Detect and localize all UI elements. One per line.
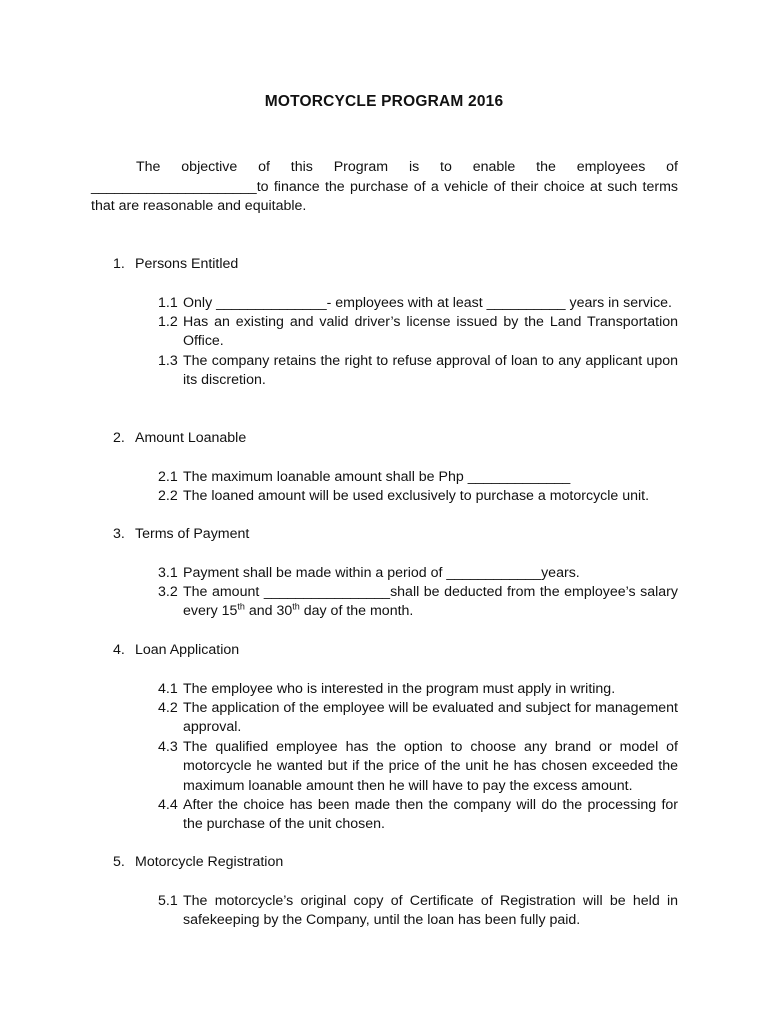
section-heading: Loan Application bbox=[135, 642, 240, 658]
section-items bbox=[113, 680, 678, 835]
section-heading: Amount Loanable bbox=[135, 430, 247, 446]
superscript-ordinal: th bbox=[237, 601, 245, 612]
item-number: 4.1 bbox=[158, 680, 178, 697]
list-item bbox=[113, 583, 678, 622]
item-text: The employee who is interested in the program must apply in writing. bbox=[183, 680, 616, 697]
list-item bbox=[113, 796, 678, 835]
intro-paragraph: The objective of this Program is to enable the employees of _____________________to finance the purchase of a vehicle of their choice at such terms that are reasonable and equitable. bbox=[91, 159, 678, 215]
item-text bbox=[183, 584, 678, 619]
list-item bbox=[113, 487, 678, 506]
section-items bbox=[113, 564, 678, 622]
section-heading: Motorcycle Registration bbox=[135, 854, 284, 870]
item-number: 4.4 bbox=[158, 797, 178, 814]
superscript-ordinal: th bbox=[292, 601, 300, 612]
item-number: 1.1 bbox=[158, 294, 178, 311]
section-number: 1. bbox=[113, 256, 125, 272]
list-item bbox=[113, 738, 678, 796]
section-persons-entitled bbox=[113, 255, 678, 391]
list-item bbox=[113, 564, 678, 583]
item-number: 4.3 bbox=[158, 738, 178, 755]
section-number: 4. bbox=[113, 642, 125, 658]
list-item bbox=[113, 468, 678, 487]
item-text: The motorcycle’s original copy of Certificate of Registration will be held in safekeeping by the Company, until the loan has been fully paid. bbox=[183, 892, 678, 928]
item-number: 5.1 bbox=[158, 892, 178, 909]
item-number: 2.1 bbox=[158, 468, 178, 485]
item-text: The company retains the right to refuse approval of loan to any applicant upon its discretion. bbox=[183, 352, 678, 389]
section-number: 2. bbox=[113, 430, 125, 446]
item-text: The application of the employee will be evaluated and subject for management approval. bbox=[183, 700, 678, 736]
item-number: 1.3 bbox=[158, 352, 178, 369]
section-motorcycle-registration bbox=[113, 853, 678, 930]
item-text: The maximum loanable amount shall be Php _____________ bbox=[183, 468, 571, 485]
list-item bbox=[113, 680, 678, 699]
section-loan-application bbox=[113, 641, 678, 835]
item-number: 1.2 bbox=[158, 314, 178, 330]
item-text: The loaned amount will be used exclusively to purchase a motorcycle unit. bbox=[183, 488, 650, 504]
item-text: Only ______________- employees with at least __________ years in service. bbox=[183, 294, 672, 311]
list-item bbox=[113, 294, 678, 313]
item-text-part: The amount ________________shall be deducted from the employee’s salary every 15 bbox=[183, 584, 678, 620]
document-title: MOTORCYCLE PROGRAM 2016 bbox=[264, 93, 504, 110]
item-text-part: day of the month. bbox=[299, 603, 414, 620]
item-text: Has an existing and valid driver’s license issued by the Land Transportation Office. bbox=[183, 314, 678, 350]
section-items bbox=[113, 294, 678, 391]
list-item bbox=[113, 699, 678, 738]
item-number: 3.1 bbox=[158, 564, 178, 581]
section-amount-loanable bbox=[113, 429, 678, 506]
item-text: Payment shall be made within a period of ____________years. bbox=[183, 564, 580, 581]
section-number: 5. bbox=[113, 854, 125, 870]
list-item bbox=[113, 892, 678, 931]
item-text-part: and 30 bbox=[244, 603, 293, 620]
item-number: 4.2 bbox=[158, 700, 178, 716]
item-text: The qualified employee has the option to choose any brand or model of motorcycle he wanted but if the price of the unit he has chosen exceeded the maximum loanable amount then he will have to pay the excess amount. bbox=[183, 738, 678, 794]
section-terms-of-payment bbox=[113, 525, 678, 622]
item-number: 2.2 bbox=[158, 488, 178, 504]
section-items bbox=[113, 468, 678, 507]
item-text: After the choice has been made then the company will do the processing for the purchase of the unit chosen. bbox=[183, 797, 678, 833]
list-item bbox=[113, 352, 678, 391]
section-items bbox=[113, 892, 678, 931]
section-heading: Terms of Payment bbox=[135, 526, 250, 542]
list-item bbox=[113, 313, 678, 352]
item-number: 3.2 bbox=[158, 584, 178, 600]
section-heading: Persons Entitled bbox=[135, 256, 239, 272]
section-number: 3. bbox=[113, 526, 125, 542]
